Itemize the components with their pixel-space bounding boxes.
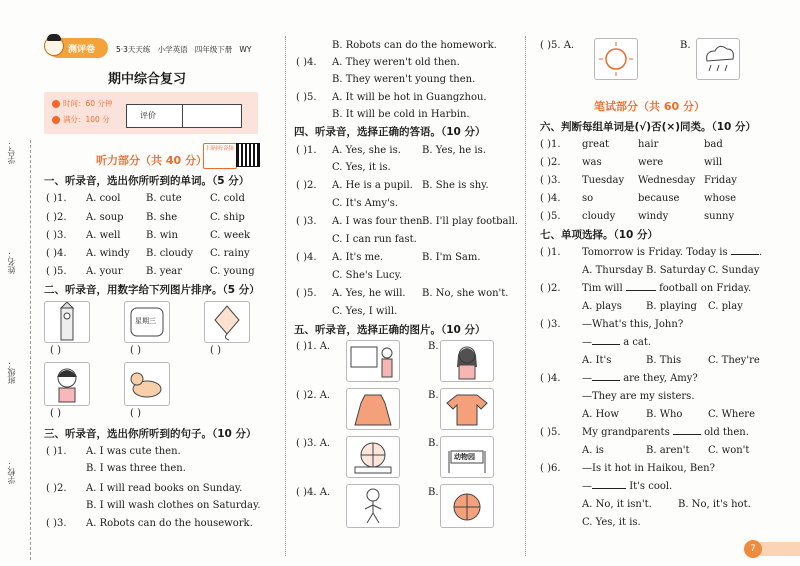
s5-option-b: B. (428, 341, 439, 352)
s1-option-a: A. cool (86, 193, 121, 204)
s7-option-c: C. won't (708, 445, 750, 456)
s7-option-b: B. This (646, 355, 682, 366)
s4-option-a: A. Yes, he will. (332, 288, 406, 299)
s1-option-c: C. cold (210, 193, 245, 204)
s7-q3-line2: — a cat. (582, 337, 652, 348)
s7-option-a: A. plays (582, 301, 622, 312)
s7-option-b: B. Saturday (646, 265, 706, 276)
s5-num: ( )3. A. (296, 438, 331, 449)
zoo-sign-text: 动物园 (454, 453, 475, 461)
s3-option-a: A. Robots can do the housework. (86, 518, 253, 529)
s7-option-c: C. Where (708, 409, 755, 420)
answer-blank[interactable] (731, 254, 759, 255)
s7-num: ( )5. (540, 427, 561, 438)
s7-option-a: A. Thursday (582, 265, 644, 276)
s5-num: ( )5. A. (540, 40, 575, 51)
s7-option-a: A. How (582, 409, 619, 420)
answer-blank[interactable] (626, 290, 656, 291)
kite-picture (204, 301, 250, 343)
s6-num: ( )1. (540, 139, 561, 150)
fairground-picture (346, 436, 400, 478)
s7-option-a: A. It's (582, 355, 612, 366)
qr-code-icon[interactable] (236, 143, 260, 167)
s3-num: ( )5. (296, 92, 317, 103)
s4-option-c: C. She's Lucy. (332, 270, 403, 281)
s1-option-a: A. well (86, 230, 121, 241)
s3-option-a: A. They weren't old then. (332, 57, 460, 68)
mascot-icon (44, 36, 64, 56)
s4-option-c: C. It's Amy's. (332, 198, 399, 209)
s7-option-b: B. playing (646, 301, 697, 312)
shirt-picture (440, 388, 494, 430)
s7-num: ( )1. (540, 247, 561, 258)
s7-num: ( )3. (540, 319, 561, 330)
s5-num: ( )4. A. (296, 487, 331, 498)
s4-option-a: A. He is a pupil. (332, 180, 413, 191)
s1-option-c: C. rainy (210, 248, 250, 259)
exam-full-score: 满分：100 分 (63, 115, 110, 124)
s6-num: ( )2. (540, 157, 561, 168)
s1-option-c: C. ship (210, 212, 245, 223)
s2-paren[interactable]: ( ) (210, 345, 221, 356)
s4-title: 四、听录音，选择正确的答语。（10 分） (294, 126, 486, 138)
s7-q4-stem: — are they, Amy? (582, 373, 698, 384)
s1-option-b: B. she (146, 212, 178, 223)
header-series: 5·3天天练 小学英语 四年级下册 WY (116, 45, 252, 54)
s3-num: ( )3. (46, 518, 67, 529)
s6-num: ( )5. (540, 211, 561, 222)
rain-cloud-picture (696, 38, 740, 80)
s6-word: whose (704, 193, 737, 204)
s5-option-b: B. (428, 390, 439, 401)
clock-icon (52, 100, 60, 108)
s4-option-a: A. Yes, she is. (332, 145, 401, 156)
answer-blank[interactable] (673, 434, 701, 435)
s5-num: ( )1. A. (296, 341, 331, 352)
s7-num: ( )4. (540, 373, 561, 384)
dog-picture (124, 362, 170, 406)
s1-option-a: A. soup (86, 212, 124, 223)
girl-portrait-picture (440, 340, 494, 382)
s1-option-b: B. year (146, 266, 183, 277)
s4-option-c: C. I can run fast. (332, 234, 417, 245)
s3-option-b: B. I was three then. (86, 463, 186, 474)
s2-paren[interactable]: ( ) (130, 408, 141, 419)
s5-title: 五、听录音，选择正确的图片。（10 分） (294, 324, 486, 336)
score-divider (182, 104, 183, 128)
page-number: 7 (744, 540, 762, 558)
s6-word: great (582, 139, 610, 150)
s1-title: 一、听录音，选出你所听到的单词。（5 分） (44, 175, 250, 187)
s5-option-b: B. (428, 487, 439, 498)
s7-title: 七、单项选择。（10 分） (540, 229, 659, 241)
s7-q4-line2: —They are my sisters. (582, 391, 695, 402)
answer-blank[interactable] (592, 380, 620, 381)
s7-option-a: A. is (582, 445, 604, 456)
s7-q5-stem: My grandparents old then. (582, 427, 749, 438)
s3-title: 三、听录音，选出你所听到的句子。（10 分） (44, 428, 257, 440)
answer-blank[interactable] (592, 344, 620, 345)
s6-num: ( )3. (540, 175, 561, 186)
s1-option-a: A. windy (86, 248, 130, 259)
s4-option-b: B. I'm Sam. (422, 252, 481, 263)
s1-option-b: B. win (146, 230, 178, 241)
s6-word: Friday (704, 175, 737, 186)
s7-option-b: B. Who (646, 409, 683, 420)
s3-option-b: B. They weren't young then. (332, 74, 476, 85)
side-label-class: 班级： (7, 360, 16, 384)
side-label-student-id: 学号： (7, 140, 16, 164)
s7-option-c: C. Yes, it is. (582, 517, 641, 528)
page-title: 期中综合复习 (108, 72, 187, 87)
s6-word: will (704, 157, 723, 168)
writing-title: 笔试部分（共 60 分） (594, 100, 705, 113)
s7-num: ( )6. (540, 463, 561, 474)
s3-option-b: B. Robots can do the homework. (332, 40, 497, 51)
s1-num: ( )2. (46, 212, 67, 223)
s3-option-b: B. I will wash clothes on Saturday. (86, 500, 261, 511)
s7-q3-stem: —What's this, John? (582, 319, 684, 330)
s5-num: ( )2. A. (296, 390, 331, 401)
sun-picture (594, 38, 638, 80)
s6-word: windy (638, 211, 669, 222)
s1-num: ( )5. (46, 266, 67, 277)
s4-option-b: B. No, she won't. (422, 288, 509, 299)
s6-word: were (638, 157, 664, 168)
s7-option-a: A. No, it isn't. (582, 499, 652, 510)
s6-word: was (582, 157, 602, 168)
s4-option-c: C. Yes, it is. (332, 162, 391, 173)
score-label: 评价 (140, 111, 156, 120)
s6-word: sunny (704, 211, 735, 222)
s5-option-b: B. (428, 438, 439, 449)
s7-option-b: B. No, it's hot. (678, 499, 751, 510)
s4-num: ( )3. (296, 216, 317, 227)
s4-option-b: B. I'll play football. (422, 216, 519, 227)
s1-option-a: A. your (86, 266, 123, 277)
s3-option-a: A. I was cute then. (86, 446, 181, 457)
s7-q1-stem: Tomorrow is Friday. Today is . (582, 247, 763, 258)
s4-num: ( )4. (296, 252, 317, 263)
s4-num: ( )2. (296, 180, 317, 191)
s7-q6-stem: —Is it hot in Haikou, Ben? (582, 463, 715, 474)
s2-paren[interactable]: ( ) (50, 345, 61, 356)
s6-word: bad (704, 139, 723, 150)
exam-time: 时间：60 分钟 (63, 99, 113, 108)
s7-option-c: C. Sunday (708, 265, 760, 276)
s6-word: hair (638, 139, 659, 150)
test-badge-label: 测评卷 (68, 45, 96, 55)
s1-option-b: B. cloudy (146, 248, 194, 259)
calendar-text: 星期三 (135, 317, 156, 325)
s3-option-b: B. It will be cold in Harbin. (332, 109, 470, 120)
zoo-picture (440, 436, 494, 478)
girl-picture (44, 362, 90, 406)
dress-picture (346, 388, 400, 430)
s4-option-a: A. It's me. (332, 252, 384, 263)
binding-line (30, 140, 31, 560)
s7-option-c: C. play (708, 301, 743, 312)
listening-title: 听力部分（共 40 分） (96, 154, 207, 167)
s1-num: ( )1. (46, 193, 67, 204)
s1-option-c: C. young (210, 266, 255, 277)
s7-num: ( )2. (540, 283, 561, 294)
s7-option-b: B. aren't (646, 445, 690, 456)
s1-num: ( )3. (46, 230, 67, 241)
tower-picture (44, 301, 90, 343)
s4-num: ( )5. (296, 288, 317, 299)
boy-running-picture (346, 484, 400, 528)
calendar-picture (124, 301, 170, 343)
side-label-school: 学校： (7, 460, 16, 484)
s2-paren[interactable]: ( ) (50, 408, 61, 419)
s1-option-b: B. cute (146, 193, 182, 204)
page-number-tab (760, 542, 800, 556)
s7-option-c: C. They're (708, 355, 760, 366)
s7-q6-line2: — It's cool. (582, 481, 673, 492)
s6-word: Tuesday (582, 175, 625, 186)
s2-title: 二、听录音，用数字给下列图片排序。（5 分） (44, 284, 260, 296)
s5-option-b: B. (680, 40, 691, 51)
teacher-picture (346, 340, 400, 382)
s4-option-a: A. I was four then. (332, 216, 426, 227)
s6-title: 六、判断每组单词是(√)否(×)同类。（10 分） (540, 121, 757, 133)
s3-num: ( )2. (46, 483, 67, 494)
s3-option-a: A. I will read books on Sunday. (86, 483, 243, 494)
s6-word: because (638, 193, 680, 204)
s1-num: ( )4. (46, 248, 67, 259)
s4-option-c: C. Yes, I will. (332, 306, 398, 317)
s6-word: cloudy (582, 211, 616, 222)
side-label-name: 姓名： (7, 250, 16, 274)
s1-option-c: C. week (210, 230, 251, 241)
column-divider (285, 36, 286, 556)
s4-num: ( )1. (296, 145, 317, 156)
s2-paren[interactable]: ( ) (130, 345, 141, 356)
s7-q2-stem: Tim will football on Friday. (582, 283, 752, 294)
s4-option-b: B. She is shy. (422, 180, 489, 191)
s3-num: ( )4. (296, 57, 317, 68)
basketball-picture (440, 484, 494, 528)
s4-option-b: B. Yes, he is. (422, 145, 486, 156)
column-divider (525, 36, 526, 556)
s6-num: ( )4. (540, 193, 561, 204)
s6-word: so (582, 193, 594, 204)
pen-icon (52, 116, 60, 124)
qr-label: 扫码听音频 (203, 143, 237, 169)
s3-num: ( )1. (46, 446, 67, 457)
answer-blank[interactable] (592, 488, 626, 489)
s6-word: Wednesday (638, 175, 696, 186)
s3-option-a: A. It will be hot in Guangzhou. (332, 92, 487, 103)
